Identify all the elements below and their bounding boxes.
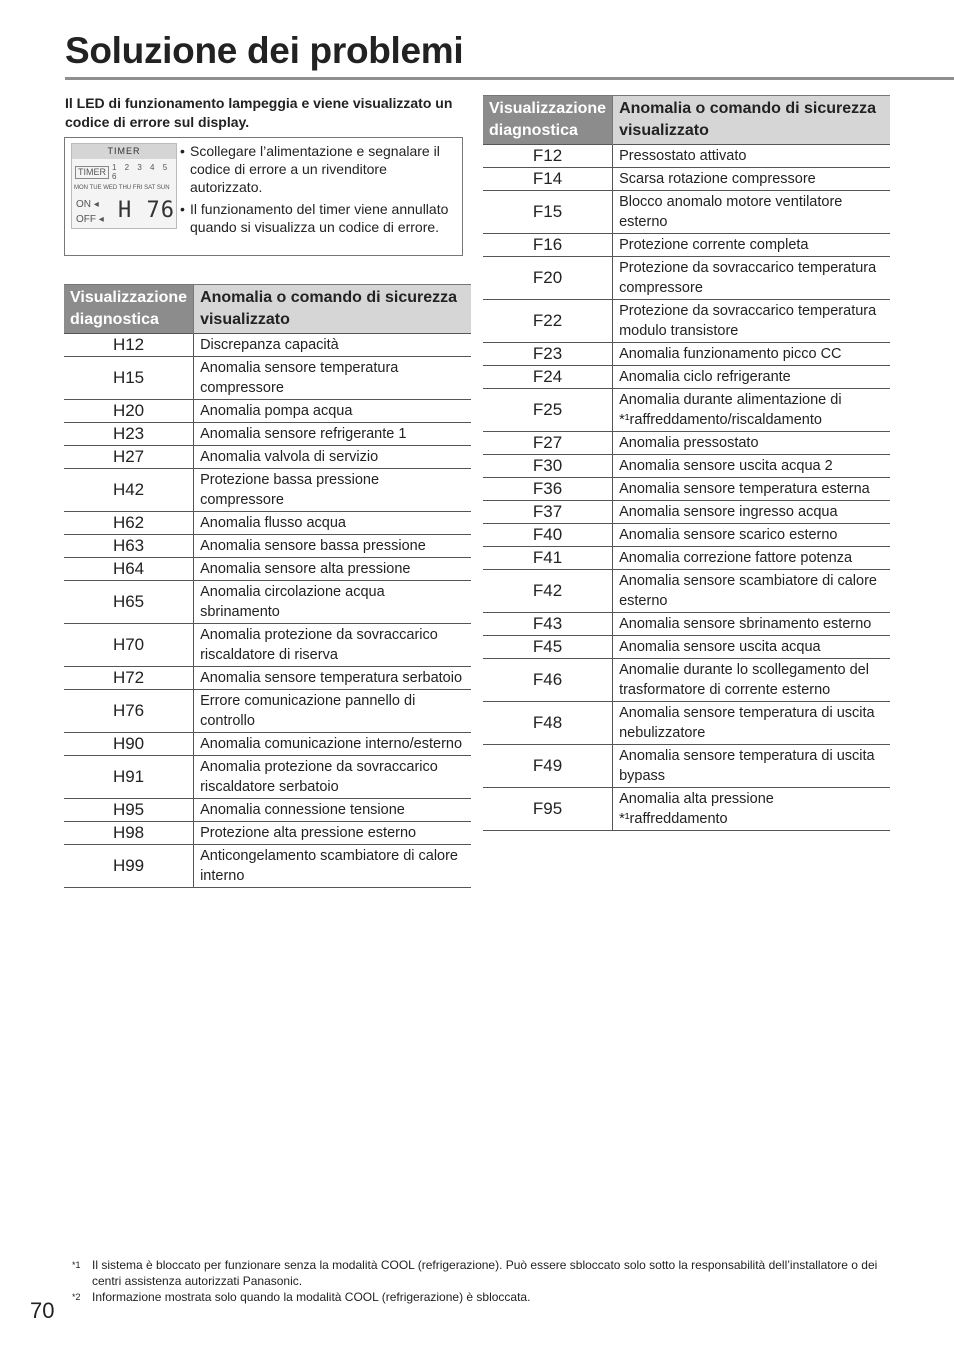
anomaly-description-cell: Anomalia sensore uscita acqua — [613, 636, 890, 659]
error-code-cell: H42 — [64, 469, 194, 512]
table-row — [64, 469, 471, 512]
anomaly-description-cell: Anomalia alta pressione *¹raffreddamento — [613, 788, 890, 831]
table-row — [64, 357, 471, 400]
footnotes — [72, 1257, 892, 1305]
table-row — [483, 455, 890, 478]
header-anomaly: Anomalia o comando di sicurezza visualizzato — [613, 96, 890, 145]
error-code-cell: F12 — [483, 145, 613, 168]
error-code-cell: F41 — [483, 547, 613, 570]
table-row — [483, 659, 890, 702]
table-row — [483, 234, 890, 257]
error-code-cell: F45 — [483, 636, 613, 659]
error-code-cell: H63 — [64, 535, 194, 558]
anomaly-description-cell: Anomalia sensore uscita acqua 2 — [613, 455, 890, 478]
error-code-table-f — [483, 95, 890, 831]
anomaly-description-cell: Protezione da sovraccarico temperatura compressore — [613, 257, 890, 300]
table-row — [483, 745, 890, 788]
remote-display-illustration — [71, 143, 177, 229]
table-row — [483, 257, 890, 300]
error-code-cell: F30 — [483, 455, 613, 478]
error-code-table-h — [64, 284, 471, 888]
anomaly-description-cell: Anomalia sensore temperatura di uscita nebulizzatore — [613, 702, 890, 745]
anomaly-description-cell: Anomalia sensore scambiatore di calore esterno — [613, 570, 890, 613]
table-row — [64, 624, 471, 667]
anomaly-description-cell: Scarsa rotazione compressore — [613, 168, 890, 191]
display-on-label: ON — [76, 199, 91, 210]
anomaly-description-cell: Anomalia funzionamento picco CC — [613, 343, 890, 366]
anomaly-description-cell: Anomalia sensore scarico esterno — [613, 524, 890, 547]
table-row — [483, 168, 890, 191]
footnote — [72, 1257, 892, 1289]
instruction-item — [180, 200, 460, 236]
info-box — [64, 137, 463, 256]
footnote-mark: *1 — [72, 1260, 81, 1270]
error-code-cell: H12 — [64, 334, 194, 357]
display-error-code: H 76 — [118, 198, 175, 223]
table-row — [64, 845, 471, 888]
bullet-icon: • — [180, 143, 185, 159]
error-code-cell: H62 — [64, 512, 194, 535]
table-row — [64, 581, 471, 624]
anomaly-description-cell: Anomalia sensore temperatura esterna — [613, 478, 890, 501]
table-row — [483, 343, 890, 366]
error-code-cell: H76 — [64, 690, 194, 733]
footnote — [72, 1289, 892, 1305]
anomaly-description-cell: Anomalia pompa acqua — [194, 400, 471, 423]
anomaly-description-cell: Anomalia pressostato — [613, 432, 890, 455]
table-row — [483, 636, 890, 659]
anomaly-description-cell: Anomalia sensore temperatura compressore — [194, 357, 471, 400]
footnote-text: Informazione mostrata solo quando la modalità COOL (refrigerazione) è sbloccata. — [92, 1290, 531, 1304]
error-code-cell: H91 — [64, 756, 194, 799]
anomaly-description-cell: Discrepanza capacità — [194, 334, 471, 357]
error-code-cell: F49 — [483, 745, 613, 788]
error-code-cell: F43 — [483, 613, 613, 636]
page-title: Soluzione dei problemi — [65, 30, 464, 71]
table-row — [483, 300, 890, 343]
anomaly-description-cell: Protezione bassa pressione compressore — [194, 469, 471, 512]
error-code-cell: F20 — [483, 257, 613, 300]
table-row — [64, 799, 471, 822]
anomaly-description-cell: Anomalia comunicazione interno/esterno — [194, 733, 471, 756]
anomaly-description-cell: Anomalia sensore alta pressione — [194, 558, 471, 581]
anomaly-description-cell: Protezione corrente completa — [613, 234, 890, 257]
footnote-text: Il sistema è bloccato per funzionare senza la modalità COOL (refrigerazione). Può essere sbloccato solo sotto la responsabilità dell’installatore o dei centri assistenza autorizzati Panasonic. — [92, 1258, 878, 1288]
intro-heading: Il LED di funzionamento lampeggia e viene visualizzato un codice di errore sul display. — [65, 95, 453, 130]
error-code-cell: F27 — [483, 432, 613, 455]
header-diagnostic: Visualizzazione diagnostica — [483, 96, 613, 145]
error-code-cell: F24 — [483, 366, 613, 389]
anomaly-description-cell: Anomalia durante alimentazione di *¹raffreddamento/riscaldamento — [613, 389, 890, 432]
table-row — [483, 432, 890, 455]
error-code-cell: H27 — [64, 446, 194, 469]
table-row — [64, 423, 471, 446]
anomaly-description-cell: Protezione alta pressione esterno — [194, 822, 471, 845]
anomaly-description-cell: Anomalia valvola di servizio — [194, 446, 471, 469]
display-off-label: OFF — [76, 214, 96, 225]
anomaly-description-cell: Pressostato attivato — [613, 145, 890, 168]
table-row — [64, 446, 471, 469]
anomaly-description-cell: Anomalia sensore sbrinamento esterno — [613, 613, 890, 636]
title-divider — [65, 77, 954, 80]
header-anomaly: Anomalia o comando di sicurezza visualizzato — [194, 285, 471, 334]
error-code-cell: H23 — [64, 423, 194, 446]
table-row — [483, 788, 890, 831]
error-code-cell: F42 — [483, 570, 613, 613]
page-number: 70 — [30, 1298, 55, 1323]
error-code-cell: F14 — [483, 168, 613, 191]
table-row — [483, 613, 890, 636]
instruction-item — [180, 142, 460, 196]
error-code-cell: F95 — [483, 788, 613, 831]
table-row — [483, 145, 890, 168]
table-row — [64, 334, 471, 357]
anomaly-description-cell: Anomalia sensore temperatura serbatoio — [194, 667, 471, 690]
anomaly-description-cell: Anomalia connessione tensione — [194, 799, 471, 822]
error-code-cell: H20 — [64, 400, 194, 423]
anomaly-description-cell: Anomalia sensore bassa pressione — [194, 535, 471, 558]
error-code-cell: H65 — [64, 581, 194, 624]
table-row — [483, 524, 890, 547]
error-code-cell: F15 — [483, 191, 613, 234]
table-row — [64, 822, 471, 845]
table-row — [64, 400, 471, 423]
anomaly-description-cell: Anomalia ciclo refrigerante — [613, 366, 890, 389]
anomaly-description-cell: Anomalia sensore ingresso acqua — [613, 501, 890, 524]
table-row — [64, 667, 471, 690]
table-row — [64, 558, 471, 581]
error-code-cell: F46 — [483, 659, 613, 702]
error-code-cell: H64 — [64, 558, 194, 581]
anomaly-description-cell: Anomalia circolazione acqua sbrinamento — [194, 581, 471, 624]
error-code-cell: F48 — [483, 702, 613, 745]
error-code-cell: F40 — [483, 524, 613, 547]
table-row — [64, 690, 471, 733]
error-code-cell: H95 — [64, 799, 194, 822]
instruction-text: Il funzionamento del timer viene annullato quando si visualizza un codice di errore. — [190, 201, 449, 235]
table-row — [64, 535, 471, 558]
display-header: TIMER — [72, 144, 176, 159]
anomaly-description-cell: Anticongelamento scambiatore di calore interno — [194, 845, 471, 888]
anomaly-description-cell: Anomalia sensore refrigerante 1 — [194, 423, 471, 446]
display-days: MON TUE WED THU FRI SAT SUN — [74, 185, 170, 191]
error-code-cell: H15 — [64, 357, 194, 400]
table-row — [483, 547, 890, 570]
header-diagnostic: Visualizzazione diagnostica — [64, 285, 194, 334]
table-row — [64, 756, 471, 799]
anomaly-description-cell: Anomalie durante lo scollegamento del trasformatore di corrente esterno — [613, 659, 890, 702]
display-on-off: ON ◂ OFF ◂ — [76, 199, 104, 225]
table-row — [64, 733, 471, 756]
anomaly-description-cell: Anomalia protezione da sovraccarico riscaldatore di riserva — [194, 624, 471, 667]
error-code-cell: F36 — [483, 478, 613, 501]
anomaly-description-cell: Anomalia correzione fattore potenza — [613, 547, 890, 570]
table-row — [483, 570, 890, 613]
anomaly-description-cell: Protezione da sovraccarico temperatura modulo transistore — [613, 300, 890, 343]
table-row — [483, 478, 890, 501]
error-code-cell: H98 — [64, 822, 194, 845]
error-code-cell: F16 — [483, 234, 613, 257]
anomaly-description-cell: Anomalia protezione da sovraccarico riscaldatore serbatoio — [194, 756, 471, 799]
table-row — [483, 366, 890, 389]
bullet-icon: • — [180, 201, 185, 217]
table-row — [483, 702, 890, 745]
error-code-cell: H70 — [64, 624, 194, 667]
error-code-cell: F25 — [483, 389, 613, 432]
table-row — [483, 191, 890, 234]
error-code-cell: F22 — [483, 300, 613, 343]
table-row — [64, 512, 471, 535]
display-timer-label: TIMER — [75, 166, 109, 179]
error-code-cell: H99 — [64, 845, 194, 888]
error-code-cell: H90 — [64, 733, 194, 756]
anomaly-description-cell: Anomalia flusso acqua — [194, 512, 471, 535]
instruction-list — [180, 142, 460, 240]
anomaly-description-cell: Anomalia sensore temperatura di uscita bypass — [613, 745, 890, 788]
anomaly-description-cell: Errore comunicazione pannello di controllo — [194, 690, 471, 733]
instruction-text: Scollegare l’alimentazione e segnalare il codice di errore a un rivenditore autorizzato. — [190, 143, 440, 195]
error-code-cell: F37 — [483, 501, 613, 524]
table-row — [483, 501, 890, 524]
anomaly-description-cell: Blocco anomalo motore ventilatore esterno — [613, 191, 890, 234]
error-code-cell: H72 — [64, 667, 194, 690]
display-timer-numbers: 1 2 3 4 5 6 — [112, 163, 171, 181]
table-row — [483, 389, 890, 432]
error-code-cell: F23 — [483, 343, 613, 366]
footnote-mark: *2 — [72, 1292, 81, 1302]
